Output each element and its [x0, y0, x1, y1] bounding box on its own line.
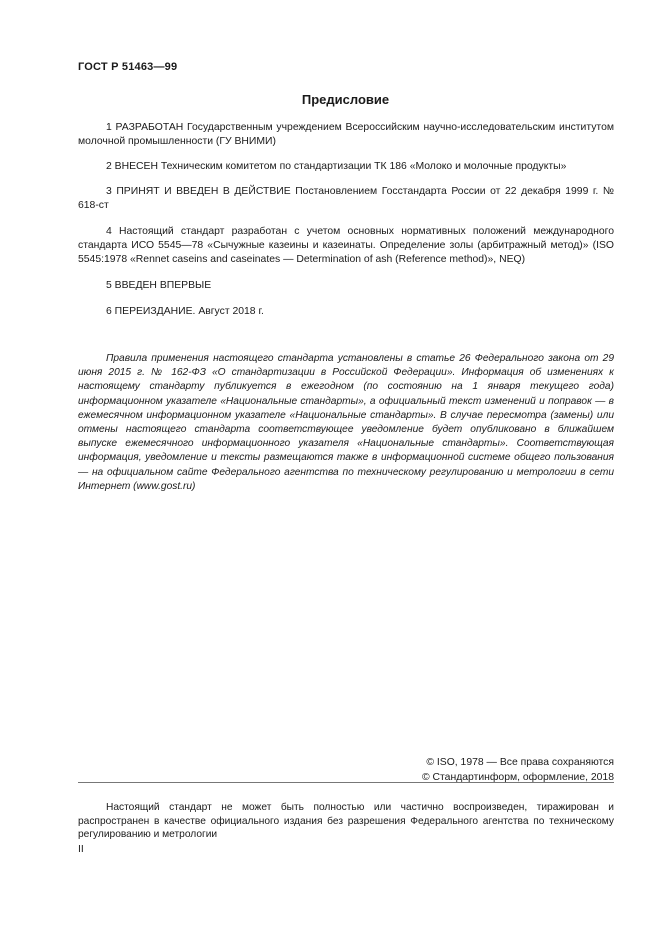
reproduction-notice — [78, 801, 614, 842]
foreword-item-6 — [78, 305, 614, 319]
foreword-item-4 — [78, 225, 614, 267]
standard-notice — [78, 352, 614, 494]
copyright-iso: © ISO, 1978 — Все права сохраняются — [426, 757, 614, 768]
page-title: Предисловие — [301, 92, 390, 107]
foreword-item-2 — [78, 160, 614, 174]
notice-text: Правила применения настоящего стандарта установлены в статье 26 Федерального закона от 29 июня 2015 г. № 162-ФЗ «О стандартизации в Российской Федерации». Информация об изменениях к настоящему стандарту публикуется в ежегодном (по состоянию на 1 января текущего года) информационном указателе «Национальные стандарты», а официальный текст изменений и поправок — в ежемесячном информационном указателе «Национальные стандарты». В случае пересмотра (замены) или отмены настоящего стандарта соответствующее уведомление будет опубликовано в ближайшем выпуске ежемесячного информационного указателя «Национальные стандарты». Соответствующая информация, уведомление и тексты размещаются также в информационной системе общего пользования — на официальном сайте Федерального агентства по техническому регулированию и метрологии в сети Интернет (www.gost.ru) — [78, 353, 614, 492]
foreword-item-3 — [78, 185, 614, 213]
reproduction-notice-text: Настоящий стандарт не может быть полностью или частично воспроизведен, тиражирован и распространен в качестве официального издания без разрешения Федерального агентства по техническому регулированию и метрологии — [78, 802, 614, 841]
foreword-item-text: 4 Настоящий стандарт разработан с учетом основных нормативных положений международного стандарта ИСО 5545—78 «Сычужные казеины и казеинаты. Определение золы (арбитражный метод)» (ISO 5545:1978 «Rennet caseins and caseinates — Determination of ash (Reference method)», NEQ) — [78, 226, 614, 265]
foreword-item-5 — [78, 279, 614, 293]
foreword-item-text: 1 РАЗРАБОТАН Государственным учреждением Всероссийским научно-исследовательским институтом молочной промышленности (ГУ ВНИМИ) — [78, 122, 614, 147]
copyright-publisher: © Стандартинформ, оформление, 2018 — [421, 772, 614, 783]
document-code: ГОСТ Р 51463—99 — [78, 61, 178, 73]
page-number: II — [78, 844, 84, 855]
foreword-item-text: 6 ПЕРЕИЗДАНИЕ. Август 2018 г. — [106, 306, 264, 317]
foreword-item-text: 3 ПРИНЯТ И ВВЕДЕН В ДЕЙСТВИЕ Постановлением Госстандарта России от 22 декабря 1999 г. № 618-ст — [78, 186, 614, 211]
foreword-item-1 — [78, 121, 614, 149]
foreword-item-text: 5 ВВЕДЕН ВПЕРВЫЕ — [106, 280, 212, 291]
foreword-item-text: 2 ВНЕСЕН Техническим комитетом по стандартизации ТК 186 «Молоко и молочные продукты» — [106, 161, 567, 172]
footer-divider — [78, 782, 614, 783]
